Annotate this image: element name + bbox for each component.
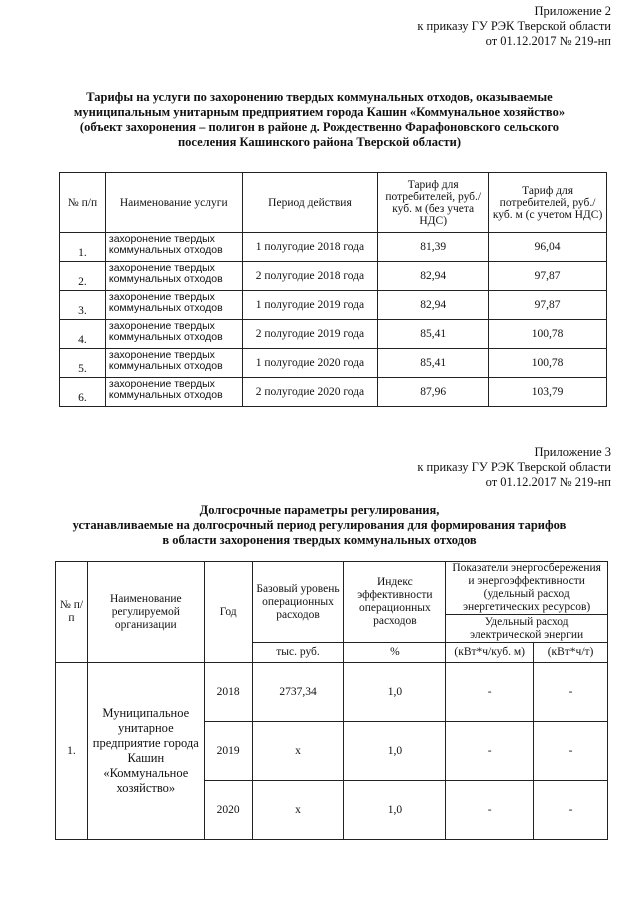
- col-energy-header: Показатели энергосбережения и энергоэффективности (удельный расход энергетических ресурсов): [446, 562, 608, 615]
- row-num-cell: 4.: [60, 320, 106, 349]
- appendix-2-order: к приказу ГУ РЭК Тверской области: [417, 19, 611, 33]
- table-header-row: [56, 562, 608, 615]
- col-base-header: Базовый уровень операционных расходов: [252, 562, 344, 643]
- period-cell: 1 полугодие 2018 года: [242, 233, 378, 262]
- year-cell: 2018: [204, 663, 252, 722]
- appendix-3-header: [417, 445, 611, 490]
- t-cell: -: [534, 663, 608, 722]
- col-org-header: Наименование регулируемой организации: [87, 562, 204, 663]
- table-row: [60, 320, 607, 349]
- tariff-vat-cell: 100,78: [489, 349, 607, 378]
- col-year-header: Год: [204, 562, 252, 663]
- service-cell: захоронение твердых коммунальных отходов: [105, 291, 242, 320]
- table-row: [60, 262, 607, 291]
- service-cell: захоронение твердых коммунальных отходов: [105, 233, 242, 262]
- appendix-2-label: Приложение 2: [534, 4, 611, 18]
- tariff-vat-cell: 96,04: [489, 233, 607, 262]
- parameters-title-line-3: в области захоронения твердых коммунальных отходов: [162, 533, 477, 547]
- org-num: 1.: [56, 663, 88, 840]
- year-cell: 2020: [204, 781, 252, 840]
- index-cell: 1,0: [344, 722, 446, 781]
- m3-cell: -: [446, 663, 534, 722]
- col-electric-header: Удельный расход электрической энергии: [446, 615, 608, 643]
- m3-cell: -: [446, 722, 534, 781]
- parameters-title: [0, 503, 639, 548]
- base-cell: x: [252, 722, 344, 781]
- base-cell: x: [252, 781, 344, 840]
- row-num-cell: 2.: [60, 262, 106, 291]
- row-num-cell: 1.: [60, 233, 106, 262]
- appendix-2-date: от 01.12.2017 № 219-нп: [485, 34, 611, 48]
- appendix-2-header: [417, 4, 611, 49]
- unit-t: (кВт*ч/т): [534, 643, 608, 663]
- table-row: [60, 349, 607, 378]
- tariff-no-vat-cell: 85,41: [378, 349, 489, 378]
- t-cell: -: [534, 781, 608, 840]
- org-name: Муниципальное унитарное предприятие города Кашин «Коммунальное хозяйство»: [87, 663, 204, 840]
- table-row: [60, 291, 607, 320]
- period-cell: 2 полугодие 2018 года: [242, 262, 378, 291]
- tariffs-title-line-1: Тарифы на услуги по захоронению твердых коммунальных отходов, оказываемые: [86, 90, 553, 104]
- service-cell: захоронение твердых коммунальных отходов: [105, 378, 242, 407]
- col-tariff-vat-header: Тариф для потребителей, руб./куб. м (с учетом НДС): [489, 173, 607, 233]
- appendix-3-order: к приказу ГУ РЭК Тверской области: [417, 460, 611, 474]
- tariff-no-vat-cell: 81,39: [378, 233, 489, 262]
- row-num-cell: 5.: [60, 349, 106, 378]
- tariff-no-vat-cell: 82,94: [378, 262, 489, 291]
- col-num-header: № п/п: [60, 173, 106, 233]
- unit-m3: (кВт*ч/куб. м): [446, 643, 534, 663]
- tariff-vat-cell: 103,79: [489, 378, 607, 407]
- unit-index: %: [344, 643, 446, 663]
- period-cell: 2 полугодие 2019 года: [242, 320, 378, 349]
- tariffs-table: [59, 172, 607, 407]
- year-cell: 2019: [204, 722, 252, 781]
- tariffs-title-line-2: муниципальным унитарным предприятием города Кашин «Коммунальное хозяйство»: [73, 105, 566, 119]
- col-tariff-no-vat-header: Тариф для потребителей, руб./куб. м (без учета НДС): [378, 173, 489, 233]
- tariff-no-vat-cell: 82,94: [378, 291, 489, 320]
- service-cell: захоронение твердых коммунальных отходов: [105, 349, 242, 378]
- col-period-header: Период действия: [242, 173, 378, 233]
- t-cell: -: [534, 722, 608, 781]
- tariffs-title: [0, 90, 639, 150]
- tariff-no-vat-cell: 87,96: [378, 378, 489, 407]
- service-cell: захоронение твердых коммунальных отходов: [105, 262, 242, 291]
- parameters-title-line-1: Долгосрочные параметры регулирования,: [199, 503, 440, 517]
- tariff-no-vat-cell: 85,41: [378, 320, 489, 349]
- index-cell: 1,0: [344, 781, 446, 840]
- period-cell: 1 полугодие 2020 года: [242, 349, 378, 378]
- table-header-row: [60, 173, 607, 233]
- m3-cell: -: [446, 781, 534, 840]
- tariff-vat-cell: 100,78: [489, 320, 607, 349]
- col-num-header: № п/п: [56, 562, 88, 663]
- tariffs-title-line-4: поселения Кашинского района Тверской области): [177, 135, 462, 149]
- table-row: [60, 233, 607, 262]
- row-num-cell: 3.: [60, 291, 106, 320]
- table-row: [60, 378, 607, 407]
- unit-base: тыс. руб.: [252, 643, 344, 663]
- parameters-title-line-2: устанавливаемые на долгосрочный период регулирования для формирования тарифов: [72, 518, 567, 532]
- col-service-header: Наименование услуги: [105, 173, 242, 233]
- period-cell: 1 полугодие 2019 года: [242, 291, 378, 320]
- tariff-vat-cell: 97,87: [489, 262, 607, 291]
- col-index-header: Индекс эффективности операционных расходов: [344, 562, 446, 643]
- index-cell: 1,0: [344, 663, 446, 722]
- tariffs-title-line-3: (объект захоронения – полигон в районе д. Рождественно Фарафоновского сельского: [79, 120, 560, 134]
- period-cell: 2 полугодие 2020 года: [242, 378, 378, 407]
- appendix-3-date: от 01.12.2017 № 219-нп: [485, 475, 611, 489]
- table-row: [56, 663, 608, 722]
- tariff-vat-cell: 97,87: [489, 291, 607, 320]
- parameters-table: [55, 561, 608, 840]
- appendix-3-label: Приложение 3: [534, 445, 611, 459]
- base-cell: 2737,34: [252, 663, 344, 722]
- row-num-cell: 6.: [60, 378, 106, 407]
- service-cell: захоронение твердых коммунальных отходов: [105, 320, 242, 349]
